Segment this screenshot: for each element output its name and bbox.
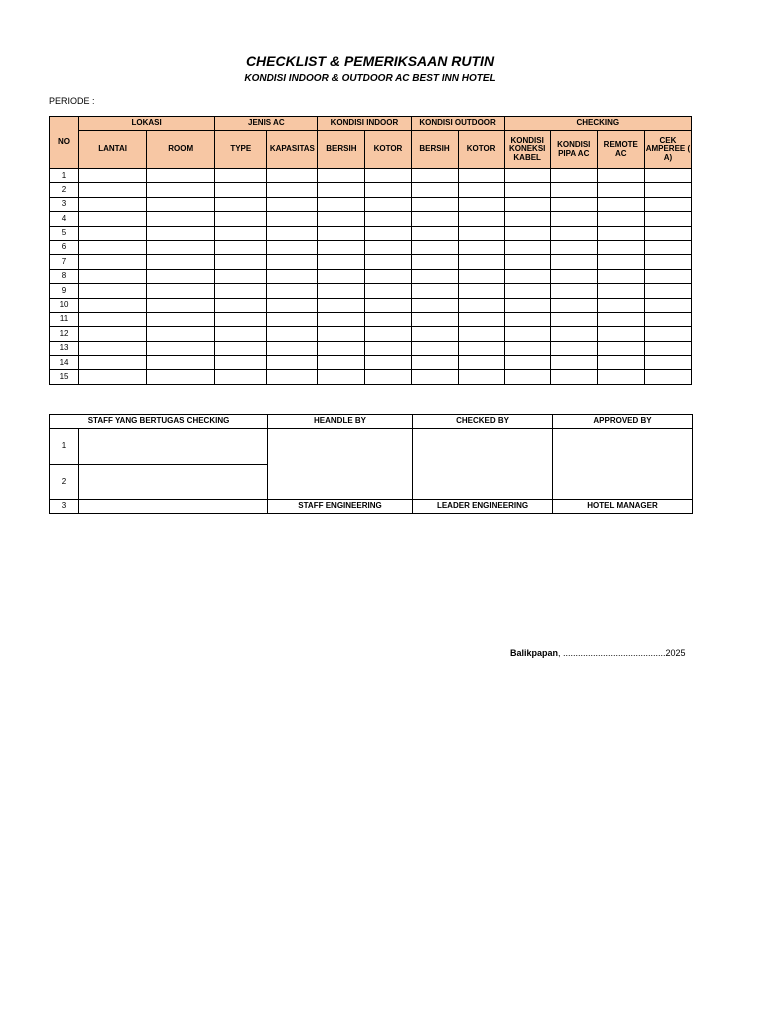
table-cell[interactable] bbox=[411, 255, 458, 269]
table-cell[interactable] bbox=[365, 212, 411, 226]
table-cell[interactable] bbox=[318, 183, 365, 197]
row-number: 8 bbox=[50, 269, 79, 283]
table-cell[interactable] bbox=[644, 312, 691, 326]
table-cell[interactable] bbox=[318, 356, 365, 370]
table-cell[interactable] bbox=[147, 370, 215, 384]
table-cell[interactable] bbox=[597, 226, 644, 240]
table-cell[interactable] bbox=[267, 356, 318, 370]
table-cell[interactable] bbox=[458, 341, 504, 355]
table-row bbox=[50, 197, 692, 211]
table-cell[interactable] bbox=[365, 312, 411, 326]
column-header-kapasitas: KAPASITAS bbox=[267, 131, 318, 169]
table-cell[interactable] bbox=[318, 284, 365, 298]
table-row bbox=[50, 169, 692, 183]
table-cell[interactable] bbox=[267, 327, 318, 341]
table-cell[interactable] bbox=[504, 240, 550, 254]
table-cell[interactable] bbox=[504, 169, 550, 183]
table-cell[interactable] bbox=[550, 341, 597, 355]
table-row bbox=[50, 269, 692, 283]
table-cell[interactable] bbox=[215, 356, 267, 370]
row-number: 14 bbox=[50, 356, 79, 370]
table-cell[interactable] bbox=[79, 212, 147, 226]
table-cell[interactable] bbox=[215, 169, 267, 183]
table-cell[interactable] bbox=[147, 269, 215, 283]
table-cell[interactable] bbox=[504, 298, 550, 312]
table-row bbox=[50, 240, 692, 254]
table-cell[interactable] bbox=[79, 298, 147, 312]
table-cell[interactable] bbox=[215, 370, 267, 384]
table-cell[interactable] bbox=[267, 255, 318, 269]
table-cell[interactable] bbox=[504, 183, 550, 197]
table-cell[interactable] bbox=[458, 284, 504, 298]
table-cell[interactable] bbox=[644, 356, 691, 370]
table-cell[interactable] bbox=[550, 169, 597, 183]
table-cell[interactable] bbox=[504, 269, 550, 283]
table-cell[interactable] bbox=[550, 212, 597, 226]
table-cell[interactable] bbox=[504, 197, 550, 211]
table-cell[interactable] bbox=[411, 240, 458, 254]
staff-number: 3 bbox=[50, 500, 79, 514]
row-number: 11 bbox=[50, 312, 79, 326]
table-cell[interactable] bbox=[79, 312, 147, 326]
table-cell[interactable] bbox=[504, 356, 550, 370]
table-cell[interactable] bbox=[411, 183, 458, 197]
table-cell[interactable] bbox=[597, 212, 644, 226]
table-cell[interactable] bbox=[318, 298, 365, 312]
periode-label: PERIODE : bbox=[49, 96, 95, 106]
table-cell[interactable] bbox=[644, 327, 691, 341]
table-cell[interactable] bbox=[458, 298, 504, 312]
table-cell[interactable] bbox=[79, 356, 147, 370]
table-cell[interactable] bbox=[644, 255, 691, 269]
table-cell[interactable] bbox=[597, 298, 644, 312]
row-number: 7 bbox=[50, 255, 79, 269]
table-cell[interactable] bbox=[644, 269, 691, 283]
table-row bbox=[50, 370, 692, 384]
table-cell[interactable] bbox=[79, 240, 147, 254]
signature-table bbox=[49, 414, 693, 514]
table-cell[interactable] bbox=[458, 226, 504, 240]
table-cell[interactable] bbox=[504, 370, 550, 384]
table-cell[interactable] bbox=[147, 312, 215, 326]
table-cell[interactable] bbox=[267, 212, 318, 226]
table-cell[interactable] bbox=[318, 212, 365, 226]
column-header-lantai: LANTAI bbox=[79, 131, 147, 169]
table-cell[interactable] bbox=[318, 370, 365, 384]
column-header-cek-amperee: CEK AMPEREE ( A) bbox=[644, 131, 691, 169]
table-cell[interactable] bbox=[411, 269, 458, 283]
table-cell[interactable] bbox=[267, 284, 318, 298]
table-cell[interactable] bbox=[318, 255, 365, 269]
table-cell[interactable] bbox=[411, 370, 458, 384]
table-cell[interactable] bbox=[550, 298, 597, 312]
table-cell[interactable] bbox=[550, 240, 597, 254]
table-cell[interactable] bbox=[504, 341, 550, 355]
table-cell[interactable] bbox=[147, 226, 215, 240]
table-cell[interactable] bbox=[504, 212, 550, 226]
table-cell[interactable] bbox=[318, 226, 365, 240]
table-cell[interactable] bbox=[597, 240, 644, 254]
table-cell[interactable] bbox=[79, 255, 147, 269]
table-cell[interactable] bbox=[365, 226, 411, 240]
table-cell[interactable] bbox=[411, 327, 458, 341]
table-cell[interactable] bbox=[147, 356, 215, 370]
table-cell[interactable] bbox=[365, 240, 411, 254]
table-cell[interactable] bbox=[411, 284, 458, 298]
table-row bbox=[50, 226, 692, 240]
table-row bbox=[50, 212, 692, 226]
table-cell[interactable] bbox=[365, 183, 411, 197]
table-cell[interactable] bbox=[458, 370, 504, 384]
checked-signature-box[interactable] bbox=[413, 429, 553, 500]
table-cell[interactable] bbox=[644, 212, 691, 226]
table-cell[interactable] bbox=[365, 255, 411, 269]
staff-number: 2 bbox=[50, 464, 79, 500]
table-cell[interactable] bbox=[365, 197, 411, 211]
table-cell[interactable] bbox=[79, 169, 147, 183]
column-header-koneksi-kabel: KONDISI KONEKSI KABEL bbox=[504, 131, 550, 169]
table-cell[interactable] bbox=[550, 312, 597, 326]
table-cell[interactable] bbox=[458, 240, 504, 254]
table-cell[interactable] bbox=[550, 356, 597, 370]
table-cell[interactable] bbox=[147, 240, 215, 254]
table-cell[interactable] bbox=[644, 370, 691, 384]
group-header-lokasi: LOKASI bbox=[79, 117, 215, 131]
table-cell[interactable] bbox=[550, 327, 597, 341]
table-cell[interactable] bbox=[318, 240, 365, 254]
group-header-kondisi-indoor: KONDISI INDOOR bbox=[318, 117, 411, 131]
table-cell[interactable] bbox=[79, 341, 147, 355]
table-cell[interactable] bbox=[147, 169, 215, 183]
table-cell[interactable] bbox=[147, 284, 215, 298]
role-hotel-manager: HOTEL MANAGER bbox=[553, 500, 693, 514]
column-header-indoor-kotor: KOTOR bbox=[365, 131, 411, 169]
table-cell[interactable] bbox=[550, 197, 597, 211]
table-cell[interactable] bbox=[411, 356, 458, 370]
staff-label: STAFF YANG BERTUGAS CHECKING bbox=[50, 415, 268, 429]
table-cell[interactable] bbox=[550, 255, 597, 269]
table-cell[interactable] bbox=[365, 327, 411, 341]
header-no: NO bbox=[50, 117, 79, 169]
table-cell[interactable] bbox=[504, 327, 550, 341]
table-row bbox=[50, 298, 692, 312]
table-cell[interactable] bbox=[411, 226, 458, 240]
role-staff-engineering: STAFF ENGINEERING bbox=[268, 500, 413, 514]
row-number: 13 bbox=[50, 341, 79, 355]
table-cell[interactable] bbox=[411, 212, 458, 226]
table-cell[interactable] bbox=[215, 212, 267, 226]
row-number: 4 bbox=[50, 212, 79, 226]
row-number: 1 bbox=[50, 169, 79, 183]
table-cell[interactable] bbox=[215, 298, 267, 312]
approved-signature-box[interactable] bbox=[553, 429, 693, 500]
checked-by-header: CHECKED BY bbox=[413, 415, 553, 429]
table-cell[interactable] bbox=[267, 197, 318, 211]
table-cell[interactable] bbox=[215, 327, 267, 341]
checklist-table bbox=[49, 116, 692, 385]
group-header-jenis-ac: JENIS AC bbox=[215, 117, 318, 131]
table-cell[interactable] bbox=[411, 341, 458, 355]
table-cell[interactable] bbox=[215, 226, 267, 240]
table-cell[interactable] bbox=[458, 183, 504, 197]
table-cell[interactable] bbox=[550, 226, 597, 240]
table-cell[interactable] bbox=[644, 240, 691, 254]
table-cell[interactable] bbox=[318, 327, 365, 341]
table-cell[interactable] bbox=[597, 341, 644, 355]
table-cell[interactable] bbox=[79, 370, 147, 384]
table-cell[interactable] bbox=[318, 169, 365, 183]
heandle-by-header: HEANDLE BY bbox=[268, 415, 413, 429]
table-cell[interactable] bbox=[147, 327, 215, 341]
table-cell[interactable] bbox=[504, 255, 550, 269]
staff-name-cell[interactable] bbox=[79, 429, 268, 465]
row-number: 6 bbox=[50, 240, 79, 254]
table-cell[interactable] bbox=[458, 327, 504, 341]
row-number: 10 bbox=[50, 298, 79, 312]
group-header-kondisi-outdoor: KONDISI OUTDOOR bbox=[411, 117, 504, 131]
table-cell[interactable] bbox=[597, 356, 644, 370]
table-cell[interactable] bbox=[504, 312, 550, 326]
row-number: 2 bbox=[50, 183, 79, 197]
table-cell[interactable] bbox=[79, 226, 147, 240]
group-header-checking: CHECKING bbox=[504, 117, 691, 131]
table-cell[interactable] bbox=[365, 370, 411, 384]
column-header-outdoor-kotor: KOTOR bbox=[458, 131, 504, 169]
table-row bbox=[50, 312, 692, 326]
table-cell[interactable] bbox=[318, 341, 365, 355]
table-cell[interactable] bbox=[458, 269, 504, 283]
table-cell[interactable] bbox=[147, 212, 215, 226]
page-subtitle: KONDISI INDOOR & OUTDOOR AC BEST INN HOTEL bbox=[244, 73, 496, 84]
staff-name-cell[interactable] bbox=[79, 500, 268, 514]
table-cell[interactable] bbox=[644, 226, 691, 240]
table-cell[interactable] bbox=[147, 197, 215, 211]
table-cell[interactable] bbox=[267, 312, 318, 326]
table-cell[interactable] bbox=[550, 269, 597, 283]
table-cell[interactable] bbox=[147, 255, 215, 269]
table-cell[interactable] bbox=[79, 327, 147, 341]
table-cell[interactable] bbox=[147, 341, 215, 355]
table-cell[interactable] bbox=[458, 197, 504, 211]
table-cell[interactable] bbox=[597, 169, 644, 183]
table-cell[interactable] bbox=[318, 312, 365, 326]
table-cell[interactable] bbox=[365, 169, 411, 183]
table-cell[interactable] bbox=[411, 312, 458, 326]
role-leader-engineering: LEADER ENGINEERING bbox=[413, 500, 553, 514]
row-number: 3 bbox=[50, 197, 79, 211]
table-cell[interactable] bbox=[597, 183, 644, 197]
table-cell[interactable] bbox=[458, 356, 504, 370]
table-cell[interactable] bbox=[267, 226, 318, 240]
table-cell[interactable] bbox=[365, 298, 411, 312]
table-cell[interactable] bbox=[267, 183, 318, 197]
table-row bbox=[50, 356, 692, 370]
table-cell[interactable] bbox=[550, 183, 597, 197]
table-cell[interactable] bbox=[365, 356, 411, 370]
table-cell[interactable] bbox=[411, 197, 458, 211]
table-cell[interactable] bbox=[597, 327, 644, 341]
table-cell[interactable] bbox=[597, 255, 644, 269]
table-cell[interactable] bbox=[215, 269, 267, 283]
table-cell[interactable] bbox=[365, 341, 411, 355]
table-row bbox=[50, 341, 692, 355]
table-cell[interactable] bbox=[318, 269, 365, 283]
table-cell[interactable] bbox=[597, 284, 644, 298]
row-number: 12 bbox=[50, 327, 79, 341]
table-cell[interactable] bbox=[267, 370, 318, 384]
table-cell[interactable] bbox=[215, 284, 267, 298]
page-title: CHECKLIST & PEMERIKSAAN RUTIN bbox=[245, 53, 495, 69]
table-cell[interactable] bbox=[79, 284, 147, 298]
table-cell[interactable] bbox=[215, 240, 267, 254]
table-cell[interactable] bbox=[147, 183, 215, 197]
table-row bbox=[50, 327, 692, 341]
row-number: 5 bbox=[50, 226, 79, 240]
table-cell[interactable] bbox=[458, 212, 504, 226]
table-cell[interactable] bbox=[644, 183, 691, 197]
table-cell[interactable] bbox=[597, 312, 644, 326]
table-cell[interactable] bbox=[215, 312, 267, 326]
table-cell[interactable] bbox=[215, 197, 267, 211]
table-cell[interactable] bbox=[644, 341, 691, 355]
table-cell[interactable] bbox=[267, 240, 318, 254]
heandle-signature-box[interactable] bbox=[268, 429, 413, 500]
table-cell[interactable] bbox=[597, 197, 644, 211]
table-cell[interactable] bbox=[411, 169, 458, 183]
table-cell[interactable] bbox=[215, 341, 267, 355]
table-cell[interactable] bbox=[597, 269, 644, 283]
approved-by-header: APPROVED BY bbox=[553, 415, 693, 429]
table-cell[interactable] bbox=[79, 197, 147, 211]
table-row bbox=[50, 284, 692, 298]
row-number: 9 bbox=[50, 284, 79, 298]
column-header-type: TYPE bbox=[215, 131, 267, 169]
table-cell[interactable] bbox=[318, 197, 365, 211]
column-header-indoor-bersih: BERSIH bbox=[318, 131, 365, 169]
date-line: , .........................................2025 bbox=[558, 648, 686, 658]
table-cell[interactable] bbox=[644, 197, 691, 211]
table-cell[interactable] bbox=[411, 298, 458, 312]
table-cell[interactable] bbox=[267, 269, 318, 283]
table-cell[interactable] bbox=[458, 169, 504, 183]
table-cell[interactable] bbox=[644, 284, 691, 298]
table-cell[interactable] bbox=[267, 341, 318, 355]
column-header-room: ROOM bbox=[147, 131, 215, 169]
table-cell[interactable] bbox=[550, 284, 597, 298]
row-number: 15 bbox=[50, 370, 79, 384]
staff-number: 1 bbox=[50, 429, 79, 465]
table-cell[interactable] bbox=[458, 312, 504, 326]
table-cell[interactable] bbox=[267, 169, 318, 183]
table-cell[interactable] bbox=[550, 370, 597, 384]
table-cell[interactable] bbox=[644, 298, 691, 312]
table-cell[interactable] bbox=[147, 298, 215, 312]
table-cell[interactable] bbox=[504, 284, 550, 298]
table-row bbox=[50, 255, 692, 269]
table-cell[interactable] bbox=[597, 370, 644, 384]
table-cell[interactable] bbox=[644, 169, 691, 183]
table-cell[interactable] bbox=[365, 284, 411, 298]
table-cell[interactable] bbox=[79, 269, 147, 283]
city-name: Balikpapan bbox=[510, 648, 559, 658]
table-cell[interactable] bbox=[365, 269, 411, 283]
column-header-outdoor-bersih: BERSIH bbox=[411, 131, 458, 169]
staff-name-cell[interactable] bbox=[79, 464, 268, 500]
table-cell[interactable] bbox=[215, 183, 267, 197]
place-date-line bbox=[510, 648, 686, 658]
column-header-pipa-ac: KONDISI PIPA AC bbox=[550, 131, 597, 169]
table-cell[interactable] bbox=[458, 255, 504, 269]
table-row bbox=[50, 183, 692, 197]
table-cell[interactable] bbox=[215, 255, 267, 269]
column-header-remote-ac: REMOTE AC bbox=[597, 131, 644, 169]
table-cell[interactable] bbox=[504, 226, 550, 240]
table-cell[interactable] bbox=[267, 298, 318, 312]
table-cell[interactable] bbox=[79, 183, 147, 197]
